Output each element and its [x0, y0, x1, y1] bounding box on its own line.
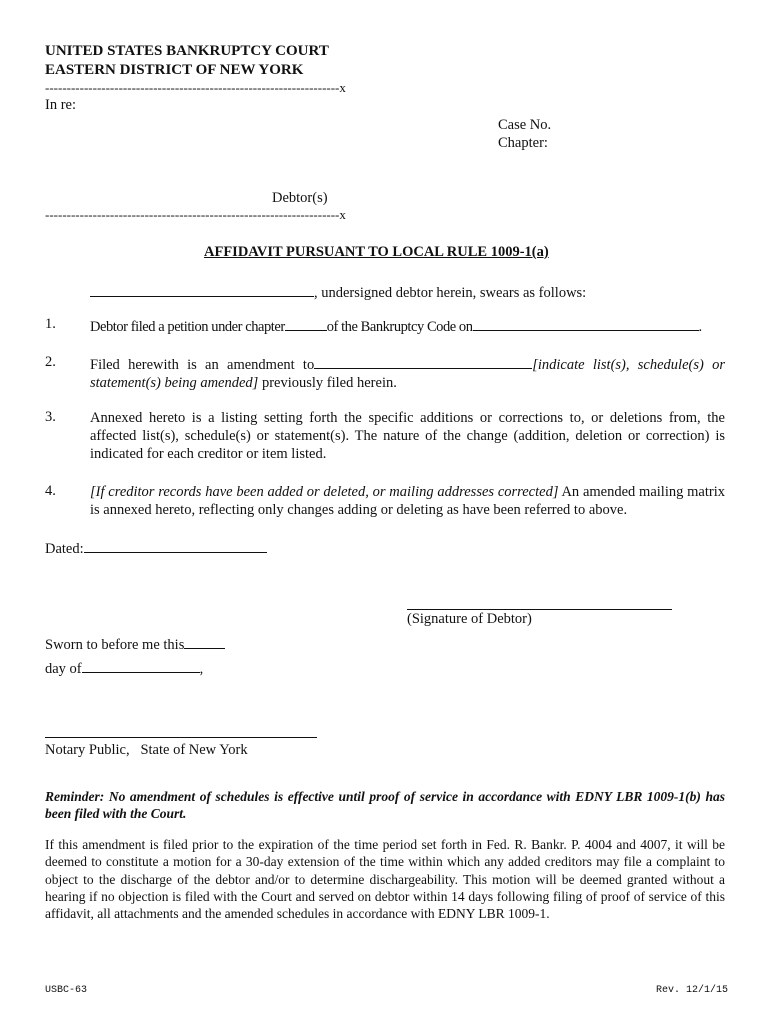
debtors-label: Debtor(s) — [272, 190, 328, 206]
sworn-label: Sworn to before me this — [45, 637, 185, 653]
item-number-4: 4. — [45, 483, 56, 499]
item-2-instruction: [indicate list(s), schedule(s) or statement(s) being amended] — [90, 357, 725, 391]
amendment-blank[interactable] — [314, 354, 532, 369]
debtor-name-blank[interactable] — [90, 282, 314, 297]
item-4-text: An amended mailing matrix is annexed hereto, reflecting only changes adding or deleting as have been referred to above. — [90, 484, 725, 518]
month-blank[interactable] — [82, 658, 200, 673]
caption-separator-top: --------------------------------------------------------------------x — [45, 80, 346, 95]
item-1 — [90, 316, 702, 336]
intro-text: , undersigned debtor herein, swears as follows: — [314, 285, 587, 301]
revision-date: Rev. 12/1/15 — [656, 985, 729, 996]
chapter-label: Chapter: — [498, 135, 548, 151]
item-2-text-b: previously filed herein. — [258, 375, 397, 391]
item-4-instruction: [If creditor records have been added or deleted, or mailing addresses corrected] — [90, 484, 559, 500]
item-1-text-b: of the Bankruptcy Code on — [326, 319, 473, 335]
caption-separator-bottom: --------------------------------------------------------------------x — [45, 207, 346, 222]
chapter-blank[interactable] — [285, 316, 327, 331]
item-4 — [90, 483, 725, 519]
court-name-line1: UNITED STATES BANKRUPTCY COURT — [45, 43, 329, 59]
item-2-text-a: Filed herewith is an amendment to — [90, 357, 315, 373]
sworn-line — [45, 634, 225, 654]
item-number-1: 1. — [45, 316, 56, 332]
item-number-2: 2. — [45, 354, 56, 370]
case-no-label: Case No. — [498, 117, 552, 133]
form-id: USBC-63 — [45, 985, 88, 996]
item-1-text-a: Debtor filed a petition under chapter — [90, 319, 285, 335]
sworn-day-blank[interactable] — [184, 634, 225, 649]
court-name-line2: EASTERN DISTRICT OF NEW YORK — [45, 62, 304, 78]
notice-paragraph: If this amendment is filed prior to the expiration of the time period set forth in Fed. R. Bankr. P. 4004 and 4007, it will be deemed to constitute a motion for a 30-day extension of the time within which any added creditors may file a complaint to object to the discharge of the debtor and/or to determine dischargeability. This motion will be deemed granted without a hearing if no objection is filed with the Court and served on debtor within 14 days following filing of proof of service of this affidavit, all attachments and the amended schedules in accordance with EDNY LBR 1009-1. — [45, 837, 725, 922]
dated-label: Dated: — [45, 541, 84, 557]
in-re-label: In re: — [45, 97, 76, 113]
item-number-3: 3. — [45, 409, 56, 425]
item-2 — [90, 354, 725, 392]
intro-line — [90, 282, 586, 302]
dated-line — [45, 538, 267, 558]
item-3-text: Annexed hereto is a listing setting forth the specific additions or corrections to, or deletions from, the affected list(s), schedule(s) or statement(s). The nature of the change (addition, deletion or correction) is indicated for each creditor or item listed. — [90, 410, 725, 462]
notary-label: Notary Public, State of New York — [45, 742, 248, 758]
day-of-line — [45, 658, 203, 678]
signature-label: (Signature of Debtor) — [407, 611, 532, 627]
reminder-text: Reminder: No amendment of schedules is effective until proof of service in accordance with EDNY LBR 1009-1(b) has been filed with the Court. — [45, 789, 725, 821]
item-1-period: . — [698, 319, 702, 335]
day-of-comma: , — [199, 661, 204, 677]
document-title: AFFIDAVIT PURSUANT TO LOCAL RULE 1009-1(a) — [204, 244, 549, 260]
notary-signature-line[interactable] — [45, 737, 317, 738]
debtor-signature-line[interactable] — [407, 609, 672, 610]
day-of-label: day of — [45, 661, 82, 677]
petition-date-blank[interactable] — [473, 316, 699, 331]
dated-blank[interactable] — [84, 538, 267, 553]
